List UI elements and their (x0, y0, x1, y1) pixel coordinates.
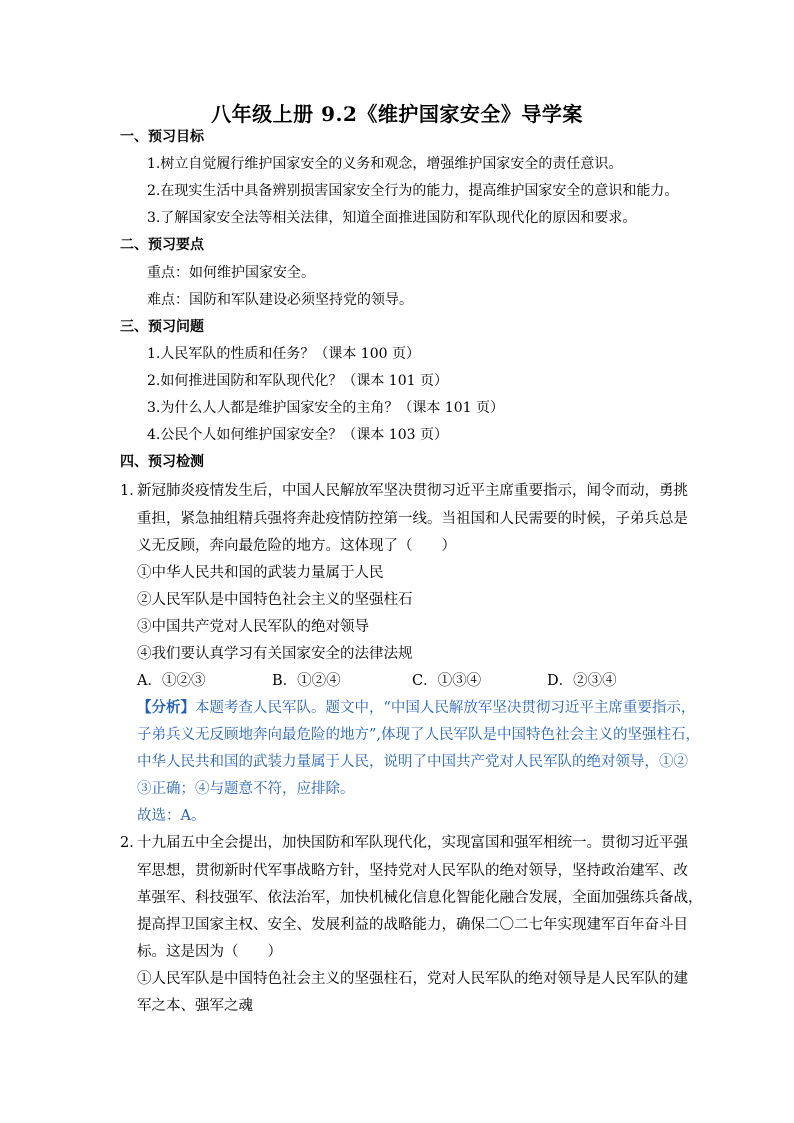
question-1-analysis: 子弟兵义无反顾地奔向最危险的地方”,体现了人民军队是中国特色社会主义的坚强柱石， (137, 727, 701, 743)
question-1-answer: 故选：A。 (137, 808, 206, 824)
question-item: 3.为什么人人都是维护国家安全的主角？（课本 101 页） (147, 400, 504, 416)
question-2-number: 2． (120, 835, 144, 851)
keypoint-item: 难点：国防和军队建设必须坚持党的领导。 (147, 292, 413, 308)
question-2-text: 十九届五中全会提出，加快国防和军队现代化，实现富国和强军相统一。贯彻习近平强 (137, 835, 688, 851)
question-1-option-a: A．①②③ (137, 673, 206, 689)
section-heading-keypoints: 二、预习要点 (120, 237, 204, 253)
question-1-statement: ①中华人民共和国的武装力量属于人民 (137, 565, 384, 581)
section-heading-questions: 三、预习问题 (120, 319, 204, 335)
question-2-text: 提高捍卫国家主权、安全、发展利益的战略能力，确保二〇二七年实现建军百年奋斗目 (137, 917, 688, 933)
question-1-statement: ②人民军队是中国特色社会主义的坚强柱石 (137, 592, 413, 608)
question-1-analysis: ③正确；④与题意不符，应排除。 (137, 781, 355, 797)
question-1-text: 新冠肺炎疫情发生后，中国人民解放军坚决贯彻习近平主席重要指示，闻令而动，勇挑 (137, 483, 688, 499)
question-2-statement: ①人民军队是中国特色社会主义的坚强柱石，党对人民军队的绝对领导是人民军队的建 (137, 971, 688, 987)
section-heading-test: 四、预习检测 (120, 454, 204, 470)
question-1-option-c: C．①③④ (412, 673, 482, 689)
section-heading-goals: 一、预习目标 (120, 129, 204, 145)
question-2-text: 革强军、科技强军、依法治军，加快机械化信息化智能化融合发展，全面加强练兵备战， (137, 890, 703, 906)
goal-item: 2.在现实生活中具备辨别损害国家安全行为的能力，提高维护国家安全的意识和能力。 (147, 183, 679, 199)
question-1-statement: ③中国共产党对人民军队的绝对领导 (137, 619, 369, 635)
analysis-text: 本题考查人民军队。题文中，“中国人民解放军坚决贯彻习近平主席重要指示， (195, 700, 696, 716)
question-1-option-d: D．②③④ (547, 673, 617, 689)
question-1-text: 义无反顾，奔向最危险的地方。这体现了（ ） (137, 538, 456, 554)
question-2-text: 军思想，贯彻新时代军事战略方针，坚持党对人民军队的绝对领导，坚持政治建军、改 (137, 863, 688, 879)
question-1-analysis (137, 696, 695, 717)
question-item: 1.人民军队的性质和任务？（课本 100 页） (147, 346, 420, 362)
question-1-text: 重担，紧急抽组精兵强将奔赴疫情防控第一线。当祖国和人民需要的时候，子弟兵总是 (137, 511, 688, 527)
question-1-number: 1． (120, 483, 144, 499)
question-2-text: 标。这是因为（ ） (137, 944, 282, 960)
document-title: 八年级上册 9.2《维护国家安全》导学案 (211, 102, 583, 126)
question-1-analysis: 中华人民共和国的武装力量属于人民，说明了中国共产党对人民军队的绝对领导，①② (137, 754, 688, 770)
goal-item: 1.树立自觉履行维护国家安全的义务和观念，增强维护国家安全的责任意识。 (147, 156, 623, 172)
keypoint-item: 重点：如何维护国家安全。 (147, 265, 315, 281)
question-2-statement: 军之本、强军之魂 (137, 998, 253, 1014)
question-item: 2.如何推进国防和军队现代化？（课本 101 页） (147, 373, 448, 389)
goal-item: 3.了解国家安全法等相关法律，知道全面推进国防和军队现代化的原因和要求。 (147, 210, 637, 226)
question-1-option-b: B．①②④ (272, 673, 341, 689)
question-item: 4.公民个人如何维护国家安全？（课本 103 页） (147, 427, 448, 443)
question-1-statement: ④我们要认真学习有关国家安全的法律法规 (137, 646, 413, 662)
analysis-tag: 【分析】 (137, 699, 195, 716)
